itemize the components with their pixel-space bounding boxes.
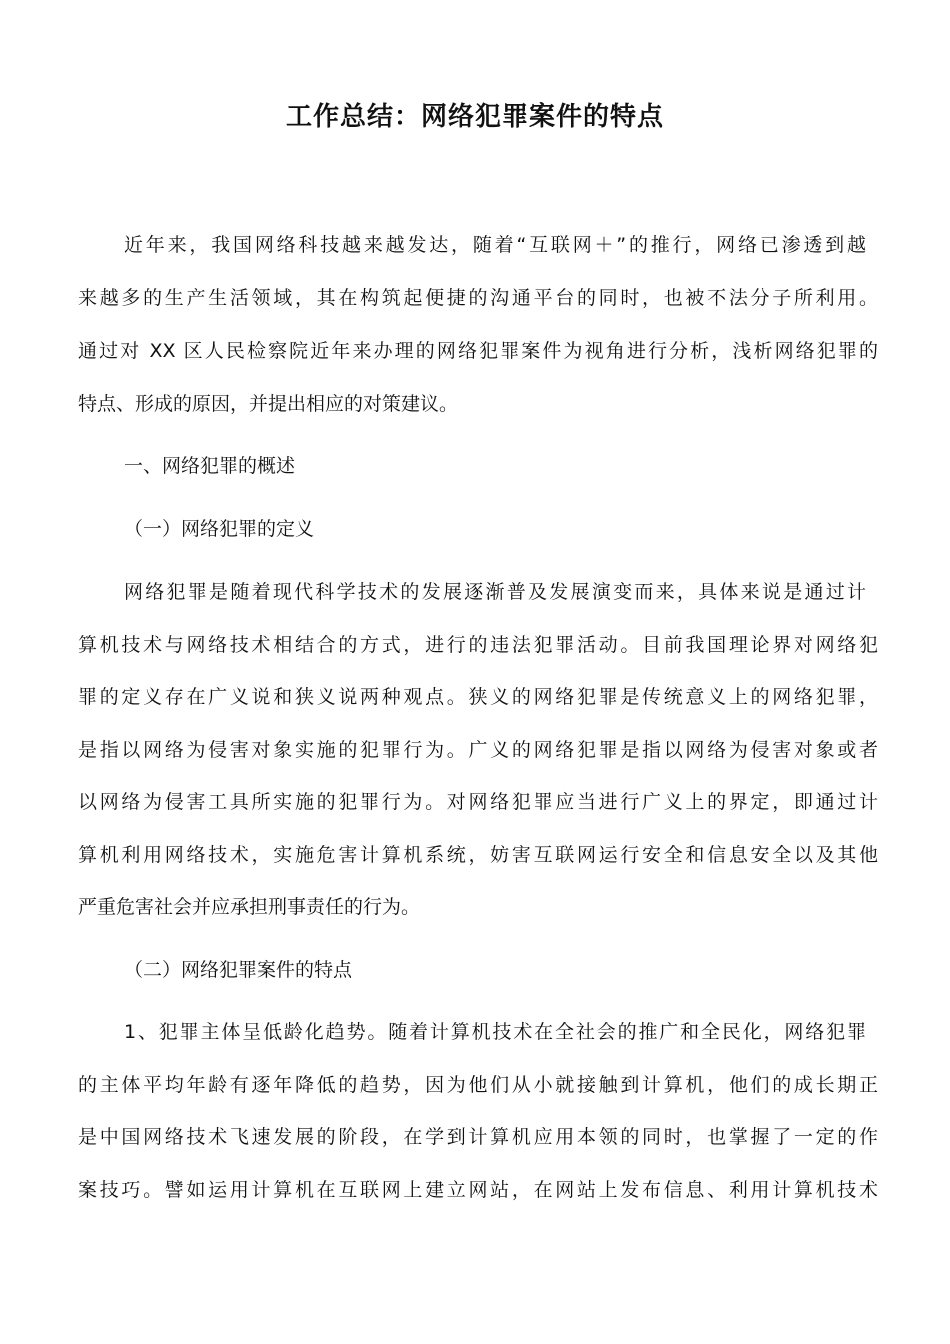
paragraph-line: 网络犯罪是随着现代科学技术的发展逐渐普及发展演变而来，具体来说是通过计	[124, 581, 866, 603]
paragraph-line: 以网络为侵害工具所实施的犯罪行为。对网络犯罪应当进行广义上的界定，即通过计	[78, 791, 878, 813]
paragraph-line: 算机技术与网络技术相结合的方式，进行的违法犯罪活动。目前我国理论界对网络犯	[78, 634, 878, 656]
paragraph-line: 的主体平均年龄有逐年降低的趋势，因为他们从小就接触到计算机，他们的成长期正	[78, 1074, 878, 1096]
intro-line: 特点、形成的原因，并提出相应的对策建议。	[78, 393, 459, 415]
paragraph-line: 案技巧。譬如运用计算机在互联网上建立网站，在网站上发布信息、利用计算机技术	[78, 1179, 878, 1201]
paragraph-line: 1、犯罪主体呈低龄化趋势。随着计算机技术在全社会的推广和全民化，网络犯罪	[124, 1021, 866, 1043]
section-heading: 一、网络犯罪的概述	[124, 455, 296, 477]
paragraph-line: 严重危害社会并应承担刑事责任的行为。	[78, 896, 421, 918]
paragraph-line: 是指以网络为侵害对象实施的犯罪行为。广义的网络犯罪是指以网络为侵害对象或者	[78, 739, 878, 761]
paragraph-line: 算机利用网络技术，实施危害计算机系统，妨害互联网运行安全和信息安全以及其他	[78, 844, 878, 866]
subsection-heading: （二）网络犯罪案件的特点	[124, 959, 353, 981]
document-title: 工作总结：网络犯罪案件的特点	[285, 102, 664, 132]
intro-line: 通过对 XX 区人民检察院近年来办理的网络犯罪案件为视角进行分析，浅析网络犯罪的	[78, 340, 878, 362]
paragraph-line: 是中国网络技术飞速发展的阶段，在学到计算机应用本领的同时，也掌握了一定的作	[78, 1126, 878, 1148]
intro-line: 来越多的生产生活领域，其在构筑起便捷的沟通平台的同时，也被不法分子所利用。	[78, 287, 878, 309]
paragraph-line: 罪的定义存在广义说和狭义说两种观点。狭义的网络犯罪是传统意义上的网络犯罪，	[78, 686, 878, 708]
subsection-heading: （一）网络犯罪的定义	[124, 518, 315, 540]
intro-line: 近年来，我国网络科技越来越发达，随着“互联网＋”的推行，网络已渗透到越	[124, 234, 866, 256]
